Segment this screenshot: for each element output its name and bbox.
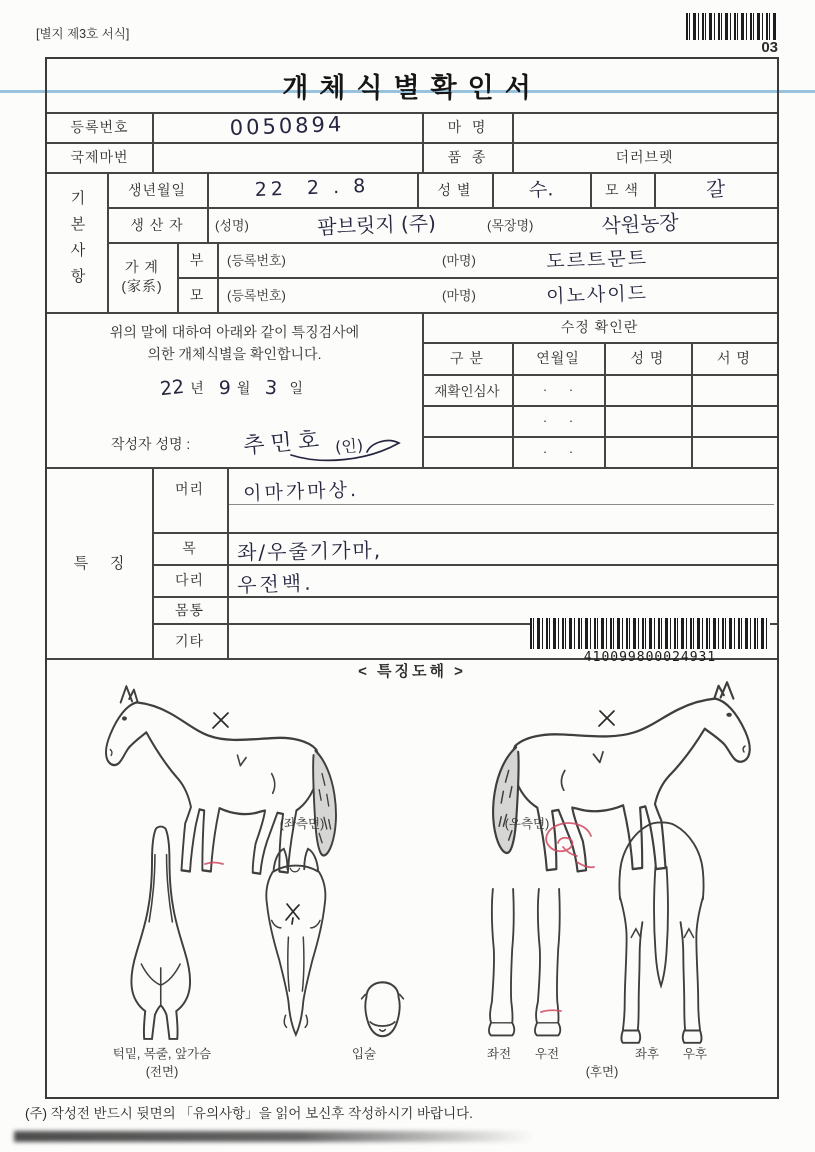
barcode-number: 410099800024931 bbox=[583, 649, 717, 665]
feature-leg-label: 다리 bbox=[174, 572, 205, 588]
horse-lips-view bbox=[362, 982, 404, 1036]
left-front-leg-caption: 좌전 bbox=[486, 1047, 512, 1061]
front-view-caption: 턱밑, 목줄, 앞가슴 bbox=[112, 1047, 212, 1061]
features-section-label: 특 징 bbox=[73, 555, 126, 572]
form-title: 개체식별확인서 bbox=[282, 73, 542, 103]
handwritten-x-mark-right-horse bbox=[599, 711, 614, 726]
breed-value: 더러브렛 bbox=[615, 149, 674, 165]
coat-color-label: 모 색 bbox=[605, 181, 639, 198]
feature-leg-value: 우전백. bbox=[236, 570, 314, 597]
grid-line bbox=[217, 242, 219, 312]
sire-name-paren: (마명) bbox=[442, 253, 476, 268]
revision-header-category: 구 분 bbox=[450, 350, 484, 366]
lips-caption: 입술 bbox=[351, 1047, 377, 1061]
revision-header-sign: 서 명 bbox=[717, 350, 751, 366]
producer-name-value: 팜브릿지 (주) bbox=[316, 210, 437, 239]
breed-label: 품 종 bbox=[447, 149, 487, 165]
dam-regno-paren: (등록번호) bbox=[227, 288, 286, 303]
date-day-label: 일 bbox=[289, 380, 304, 396]
producer-label: 생 산 자 bbox=[130, 216, 184, 233]
footer-note: (주) 작성전 반드시 뒷면의 「유의사항」을 읽어 보신후 작성하시기 바랍니다. bbox=[25, 1106, 473, 1121]
dam-label: 모 bbox=[189, 286, 205, 303]
statement-line1: 위의 말에 대하여 아래와 같이 특징검사에 bbox=[109, 324, 360, 340]
front-view-subcaption: (전면) bbox=[145, 1065, 179, 1079]
date-year-value: 22 bbox=[158, 375, 186, 401]
date-day-value: 3 bbox=[264, 376, 279, 400]
feature-diagram-illustration bbox=[47, 674, 777, 1095]
revision-title: 수정 확인란 bbox=[560, 319, 639, 335]
right-view-caption: (우측면) bbox=[504, 817, 550, 831]
family-hanja: (家系) bbox=[121, 278, 163, 294]
statement-line2: 의한 개체식별을 확인합니다. bbox=[147, 346, 322, 362]
feature-body-value bbox=[237, 596, 537, 623]
certificate-form bbox=[45, 57, 779, 1099]
sire-label: 부 bbox=[189, 251, 205, 268]
feature-head-value: 이마가마상. bbox=[242, 478, 360, 505]
sex-label: 성 별 bbox=[437, 181, 472, 198]
date-month-value: 9 bbox=[218, 377, 231, 399]
scan-shadow-band bbox=[14, 1131, 534, 1142]
writer-seal-mark: (인) bbox=[334, 435, 364, 457]
handwritten-x-mark-left-horse bbox=[213, 713, 228, 728]
page-number: 03 bbox=[761, 38, 778, 56]
rear-view-subcaption: (후면) bbox=[585, 1065, 619, 1079]
sex-value: 수. bbox=[528, 177, 554, 202]
grid-line bbox=[227, 467, 229, 658]
date-month-label: 월 bbox=[236, 380, 252, 396]
horse-head-front-view bbox=[266, 849, 325, 1035]
feature-body-label: 몸통 bbox=[174, 601, 205, 618]
coat-color-value: 갈 bbox=[705, 175, 727, 202]
revision-header-date: 연월일 bbox=[536, 350, 580, 366]
birth-label: 생년월일 bbox=[127, 181, 187, 198]
left-hind-leg-caption: 좌후 bbox=[634, 1047, 660, 1061]
sire-name-value: 도르트문트 bbox=[545, 246, 649, 273]
farm-name-value: 삭원농장 bbox=[600, 209, 680, 238]
diagram-title: < 특징도해 > bbox=[358, 662, 466, 680]
red-pen-mark-left-horse-pastern bbox=[205, 863, 223, 865]
right-front-leg-caption: 우전 bbox=[534, 1047, 560, 1061]
writer-signature: 추민호 bbox=[242, 426, 326, 459]
date-year-label: 년 bbox=[190, 380, 205, 396]
feature-etc-value bbox=[237, 623, 517, 658]
left-view-caption: (좌측면) bbox=[279, 817, 325, 831]
horse-name-value bbox=[512, 112, 777, 142]
signature-swoosh bbox=[287, 435, 417, 467]
horse-name-label: 마 명 bbox=[447, 119, 487, 135]
right-hind-leg-caption: 우후 bbox=[682, 1047, 708, 1061]
barcode-small bbox=[686, 13, 778, 40]
writer-label: 작성자 성명 : bbox=[111, 436, 191, 452]
basic-section-label: 기본사항 bbox=[68, 190, 86, 294]
revision-row-category: 재확인심사 bbox=[434, 383, 500, 399]
horse-left-side-view bbox=[106, 686, 336, 873]
grid-line bbox=[47, 467, 777, 469]
revision-row-date: · · bbox=[542, 444, 574, 459]
form-tag: [별지 제3호 서식] bbox=[36, 27, 130, 41]
intl-no-label: 국제마번 bbox=[70, 149, 129, 165]
feature-head-label: 머리 bbox=[174, 481, 205, 497]
farm-name-paren: (목장명) bbox=[487, 218, 534, 233]
revision-row-category bbox=[422, 436, 512, 467]
producer-name-paren: (성명) bbox=[215, 218, 249, 233]
reg-no-value: 0050894 bbox=[229, 112, 345, 140]
feature-neck-label: 목 bbox=[182, 540, 197, 556]
revision-row-category bbox=[422, 405, 512, 436]
barcode-large bbox=[530, 618, 770, 649]
dam-name-paren: (마명) bbox=[442, 288, 476, 303]
sire-regno-paren: (등록번호) bbox=[227, 253, 286, 268]
family-label: 가 계 bbox=[125, 259, 159, 276]
horse-right-side-view bbox=[493, 682, 750, 871]
dam-name-value: 이노사이드 bbox=[545, 281, 649, 308]
horse-front-legs-view bbox=[489, 889, 560, 1035]
revision-row-date: · · bbox=[542, 382, 574, 397]
reg-no-label: 등록번호 bbox=[70, 119, 129, 135]
handwritten-x-mark-forehead bbox=[286, 904, 299, 924]
revision-row-date: · · bbox=[542, 413, 574, 428]
feature-neck-value: 좌/우줄기가마, bbox=[236, 537, 383, 564]
birth-value: 22 2 . 8 bbox=[254, 175, 370, 201]
feature-etc-label: 기타 bbox=[174, 632, 205, 649]
confirmation-date bbox=[97, 371, 367, 405]
revision-header-name: 성 명 bbox=[630, 350, 665, 366]
horse-front-neck-chest-view bbox=[131, 827, 190, 1039]
